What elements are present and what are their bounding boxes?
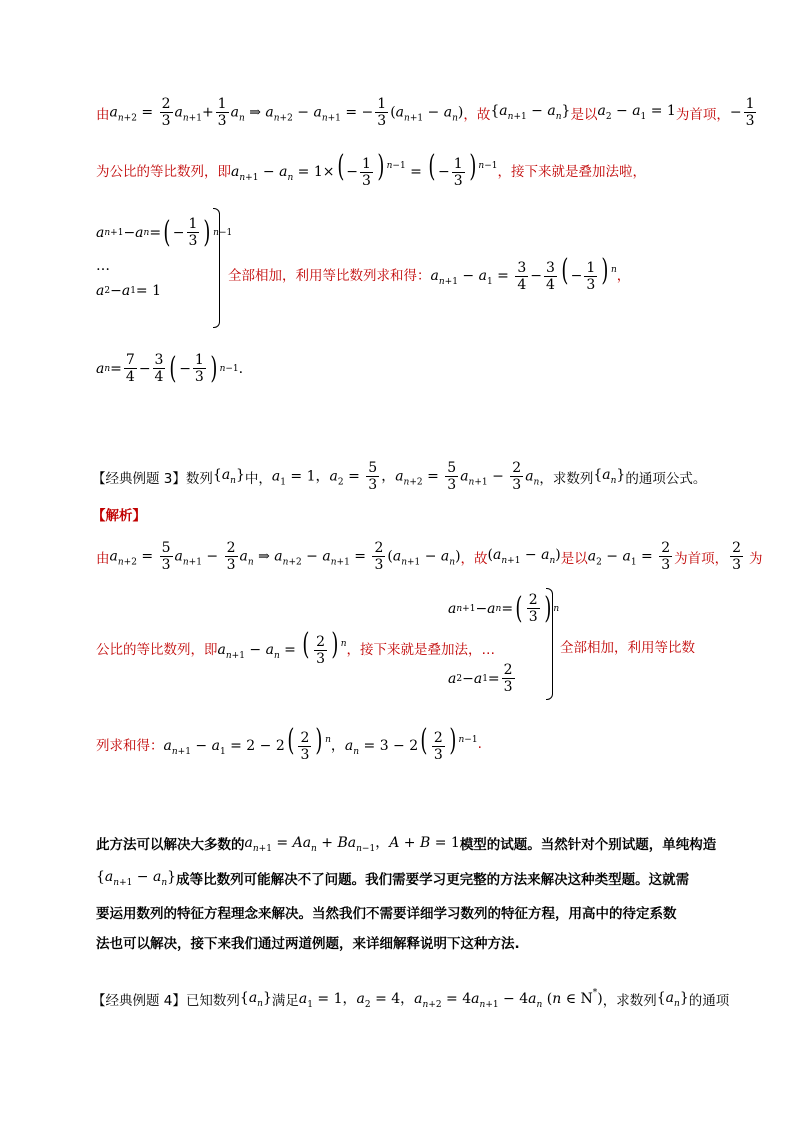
e3-sys-row-2: a 2 − a 1 = $\frac{2}{3}$ xyxy=(448,662,513,695)
s1-result: a n = $\frac{7}{4}$ − $\frac{3}{4}$ ( − $\frac{1}{3}$ ) n−1 . xyxy=(96,350,244,386)
e3-sys-row-1: a n+1 − a n = ( $\frac{2}{3}$ ) n xyxy=(448,590,560,626)
method-line-4: 法也可以解决，接下来我们通过两道例题，来详细解释说明下这种方法. xyxy=(96,936,520,952)
s1-line-1: 由 $a_{n+2}$ = $\frac{2}{3}$ $a_{n+1}+$ $\frac{1}{3}$ $a_n$ ⇒ $a_{n+2} - a_{n+1}$ = − $\frac{1}{3}$ $(a_{n+1} - a_n)$ ，故 $\{a_{n+1} - a_n\}$ 是以 $a_2 - a_1 = 1$ 为首项， − $\frac{1}{3}$ xyxy=(96,96,755,129)
e3-line-3: 列求和得： $a_{n+1} - a_1 = 2 - 2$( $\frac{2}{3}$ ) $^n$，$a_n = 3 - 2$( $\frac{2}{3}$ ) $^{n-1}$ . xyxy=(96,723,482,763)
analysis-label: 【解析】 xyxy=(92,508,146,524)
method-line-1: 此方法可以解决大多数的 $a_{n+1} = Aa_n + Ba_{n-1}$，A + B = 1 模型的试题。当然针对个别试题，单纯构造 xyxy=(96,835,717,854)
right-brace xyxy=(213,208,220,328)
s1-sys-row-1: a n+1 − a n = ( − $\frac{1}{3}$ ) n−1 xyxy=(96,214,233,250)
e3-line-1: 由 $a_{n+2}$ = $\frac{5}{3}$ $a_{n+1}$ − $\frac{2}{3}$ $a_n$ ⇒ $a_{n+2} - a_{n+1}$ = $\frac{2}{3}$ $(a_{n+1} - a_n)$ ，故 $(a_{n+1} - a_n)$ 是以 $a_2 - a_1$ = $\frac{2}{3}$ 为首项， $\frac{2}{3}$ 为 xyxy=(96,540,763,573)
s1-sys-row-2: a 2 − a 1 = 1 xyxy=(96,283,162,299)
e3-line-2: 公比的等比数列，即 $a_{n+1} - a_n$ = ( $\frac{2}{3}$ ) $^n$ ，接下来就是叠加法，… xyxy=(96,627,496,667)
e3-brace-text: 全部相加，利用等比数 xyxy=(560,640,695,656)
formula: $a_{n+2}$ = $\frac{2}{3}$ $a_{n+1}+$ $\frac{1}{3}$ $a_n$ ⇒ $a_{n+2} - a_{n+1}$ = − $\frac{1}{3}$ $(a_{n+1} - a_n)$ xyxy=(109,96,464,129)
example-3-statement: 【经典例题 3】 数列 $\{a_n\}$ 中， $a_1 = 1$，$a_2$ = $\frac{5}{3}$ ，$a_{n+2}$ = $\frac{5}{3}$ $a_{n+1}$ − $\frac{2}{3}$ $a_n$ ，求数列 $\{a_n\}$ 的通项公式。 xyxy=(92,460,707,493)
method-line-2: $\{a_{n+1} - a_n\}$ 成等比数列可能解决不了问题。我们需要学习更完整的方法来解决这种类型题。这就需 xyxy=(96,868,690,888)
method-line-3: 要运用数列的特征方程理念来解决。当然我们不需要详细学习数列的特征方程，用高中的待定系数 xyxy=(96,906,677,922)
example-4-statement: 【经典例题 4】 已知数列 $\{a_n\}$ 满足 $a_1 = 1$，$a_2 = 4$，$a_{n+2} = 4a_{n+1} - 4a_n$ (n ∈ N*) ，求数列 $\{a_n\}$ 的通项 xyxy=(92,988,730,1010)
s1-sys-ellipsis: … xyxy=(96,258,110,274)
s1-brace-result: 全部相加，利用等比数列求和得： $a_{n+1} - a_1$ = $\frac{3}{4}$ − $\frac{3}{4}$ ( − $\frac{1}{3}$ ) $^n$ ， xyxy=(228,253,631,293)
s1-line-2: 为公比的等比数列，即 $a_{n+1} - a_n = 1\times$( − $\frac{1}{3}$ ) $^{n-1}$ = ( − $\frac{1}{3}$ ) $^{n-1}$ ，接下来就是叠加法啦， xyxy=(96,149,646,189)
right-brace-e3 xyxy=(546,588,553,700)
